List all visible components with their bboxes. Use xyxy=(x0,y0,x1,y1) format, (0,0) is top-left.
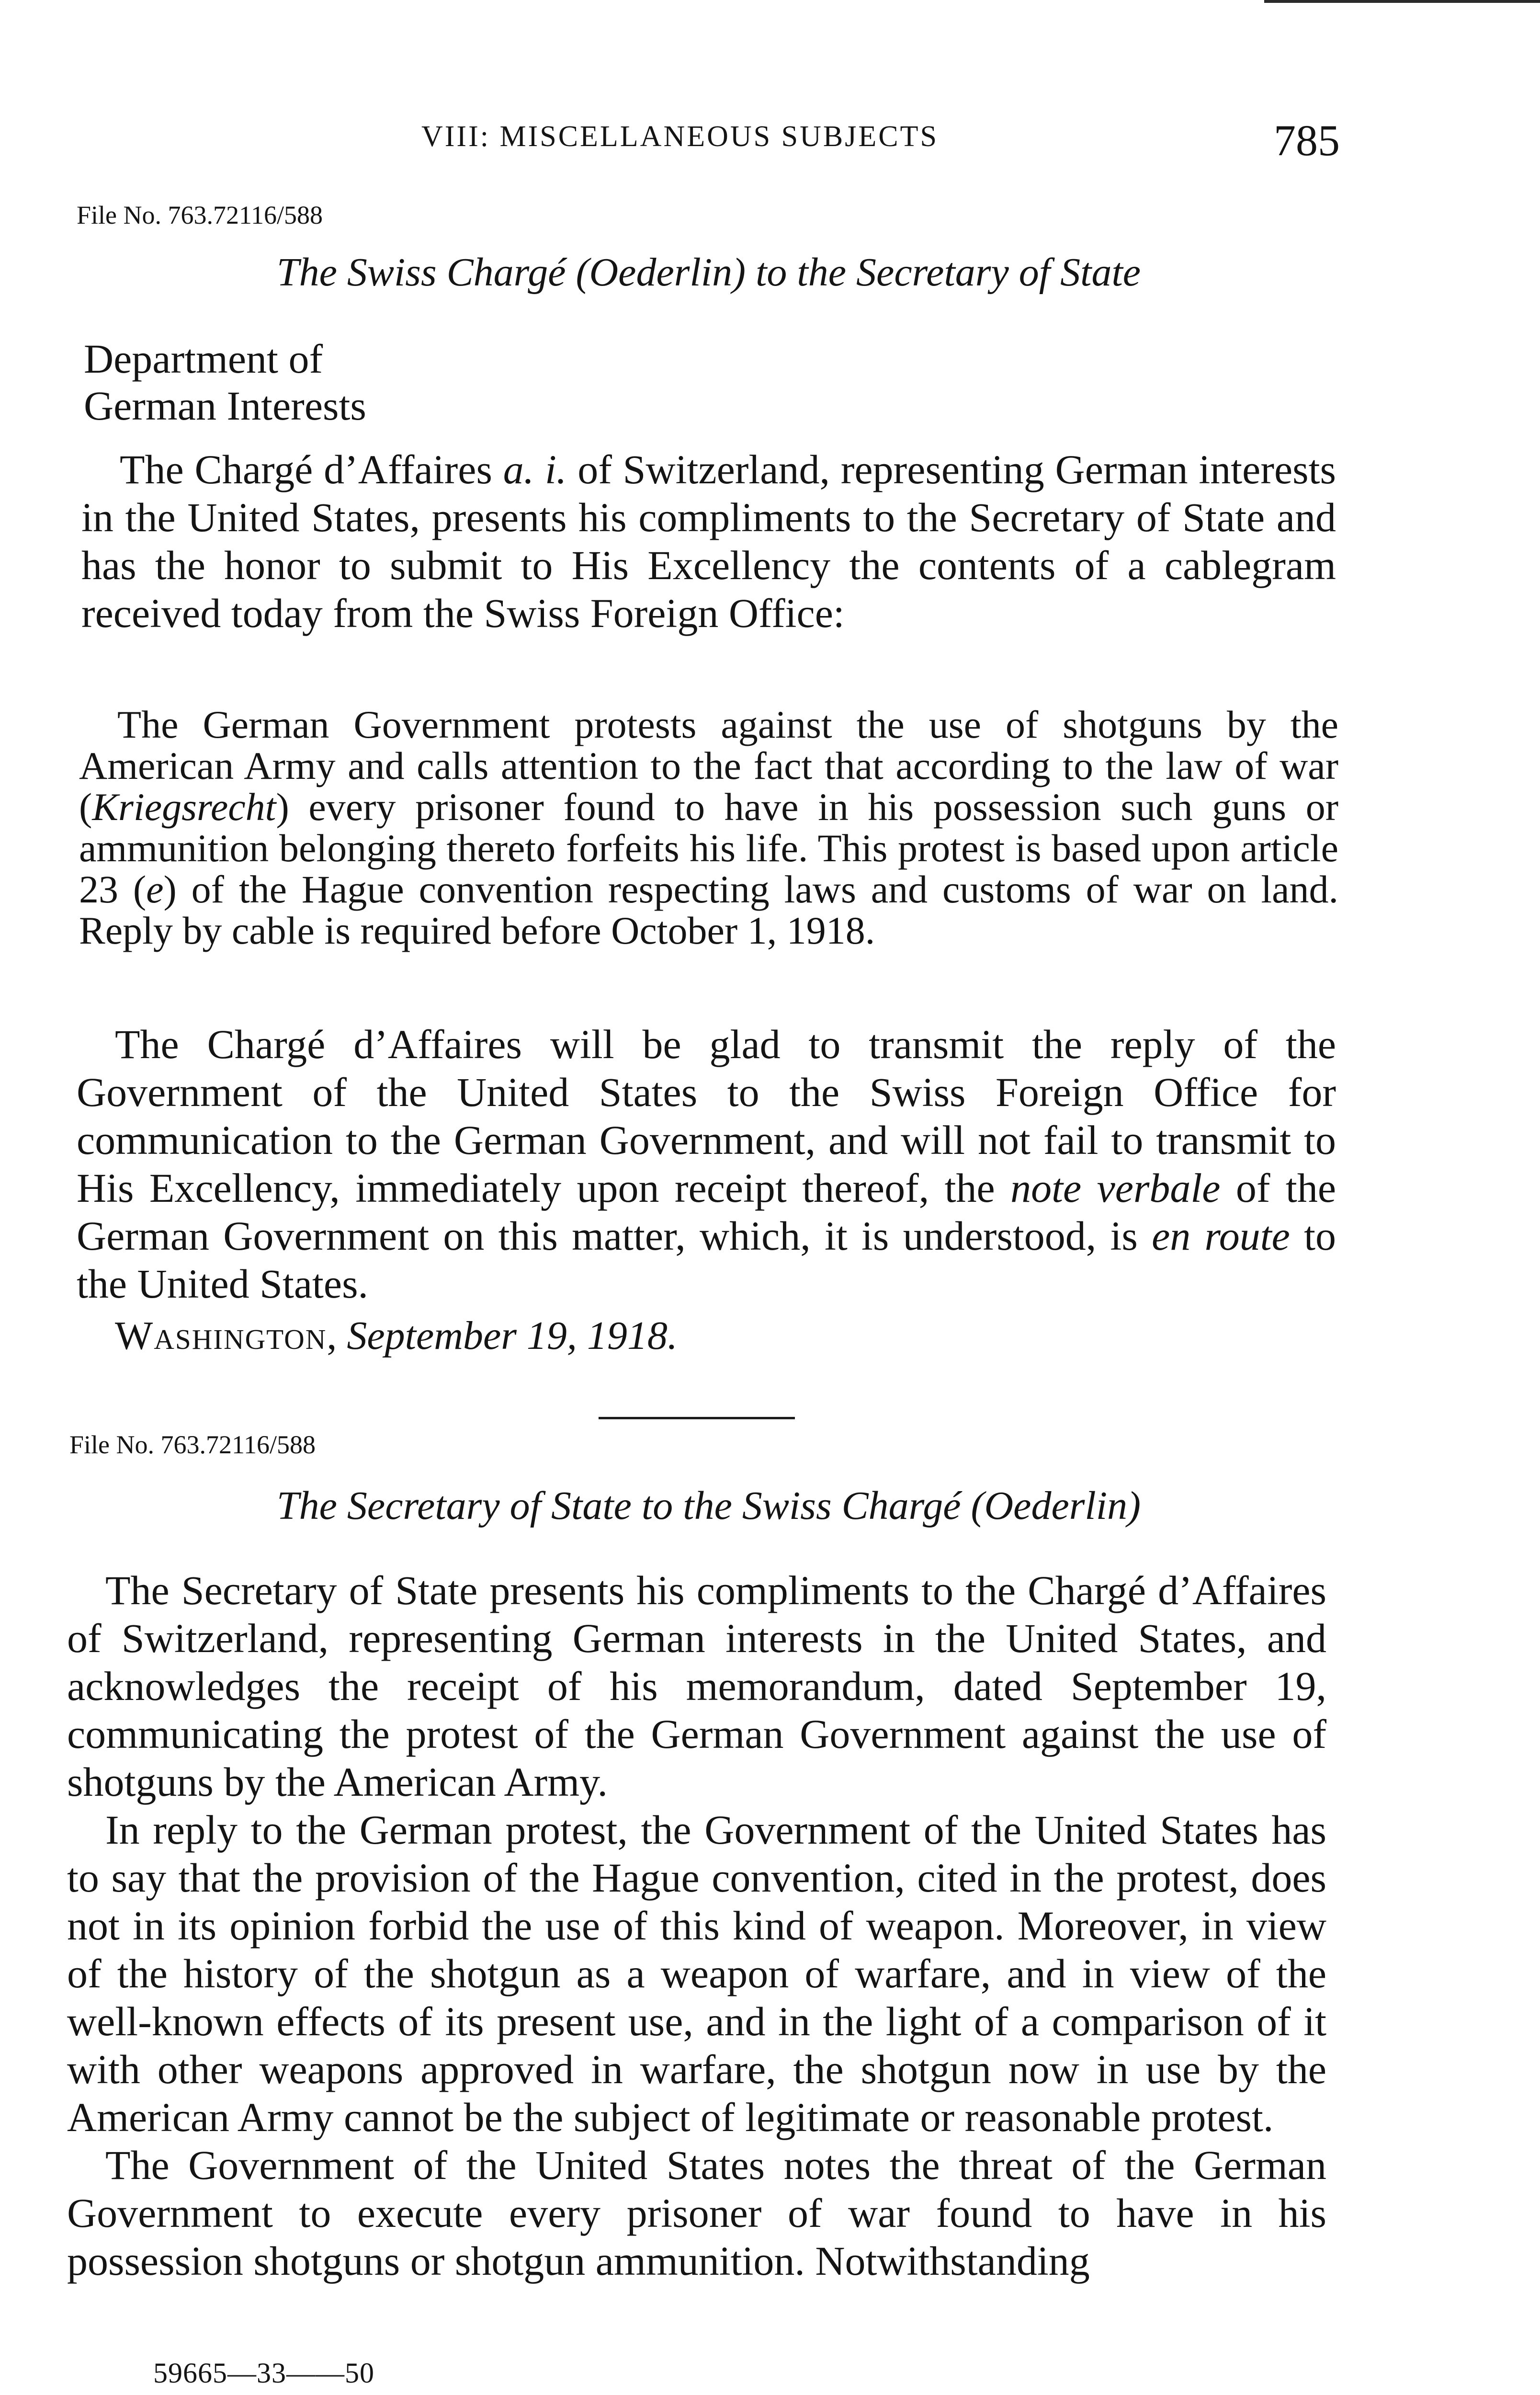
section-divider xyxy=(599,1417,795,1419)
doc1-file-number: File No. 763.72116/588 xyxy=(77,201,323,229)
doc2-paragraph-3: The Government of the United States notes the threat of the German Government to execute every prisoner of war found to have in his possession shotguns or shotgun ammunition. Notwithstanding xyxy=(67,2142,1326,2284)
doc1-quote-kriegsrecht: Kriegsrecht xyxy=(92,785,276,829)
page-number: 785 xyxy=(1274,116,1340,165)
doc1-department-line1: Department of xyxy=(84,336,323,382)
doc2-title-part-a: The Secretary of State to the Swiss Chargé ( xyxy=(276,1483,985,1528)
doc1-paragraph-1 xyxy=(81,445,1336,637)
doc1-department xyxy=(84,335,1338,429)
doc1-quote-text-c: ) of the Hague convention respecting laws and customs of war on land. Reply by cable is required before October 1, 1918. xyxy=(79,867,1338,952)
doc1-dateline-date: September 19, 1918. xyxy=(347,1313,678,1358)
running-head: VIII: MISCELLANEOUS SUBJECTS xyxy=(421,120,939,153)
doc1-title-part-a: The Swiss Chargé ( xyxy=(276,250,589,295)
doc2-title-name: Oederlin xyxy=(984,1483,1128,1528)
doc1-paragraph-2 xyxy=(77,1020,1336,1308)
scan-edge-line xyxy=(1264,0,1540,3)
doc2-file-number: File No. 763.72116/588 xyxy=(69,1430,316,1459)
doc1-p2-en-route: en route xyxy=(1152,1213,1290,1259)
doc1-dateline-separator: , xyxy=(327,1313,347,1358)
doc2-title xyxy=(81,1483,1336,1529)
doc1-p2-text-c: to the United States. xyxy=(77,1213,1336,1307)
doc1-p2-text-b: of the German Government on this matter, which, it is understood, is xyxy=(77,1165,1336,1259)
doc2-body xyxy=(67,1566,1326,2285)
doc1-quote-text-b: ) every prisoner found to have in his possession such guns or ammunition belonging thereto forfeits his life. This protest is based upon article 23 ( xyxy=(79,785,1338,911)
doc2-paragraph-2: In reply to the German protest, the Government of the United States has to say that the provision of the Hague convention, cited in the protest, does not in its opinion forbid the use of this kind of weapon. Moreover, in view of the history of the shotgun as a weapon of warfare, and in view of the well-known effects of its present use, and in the light of a comparison of it with other weapons approved in warfare, the shotgun now in use by the American Army cannot be the subject of legitimate or reasonable protest. xyxy=(67,1807,1326,2140)
doc1-dateline xyxy=(115,1312,1370,1359)
doc1-p1-text-b: of Switzerland, representing German interests in the United States, presents his compliments to the Secretary of State and has the honor to submit to His Excellency the contents of a cablegram received today from the Swiss Foreign Office: xyxy=(81,446,1336,636)
doc1-paragraph-1-text xyxy=(81,445,1336,637)
doc1-quote-text-a: The German Government protests against the use of shotguns by the American Army and calls attention to the fact that according to the law of war ( xyxy=(79,703,1338,829)
print-code: 59665—33——50 xyxy=(153,2357,374,2389)
doc1-p1-ad-interim: a. i. xyxy=(503,446,567,492)
doc1-department-line2: German Interests xyxy=(84,383,366,429)
doc1-quote-article-letter: e xyxy=(146,867,164,911)
doc1-quoted-cablegram xyxy=(79,704,1338,951)
doc1-paragraph-2-text xyxy=(77,1020,1336,1308)
doc1-title xyxy=(81,249,1336,296)
doc2-title-part-c: ) xyxy=(1127,1483,1141,1528)
doc2-paragraph-1: The Secretary of State presents his compliments to the Chargé d’Affaires of Switzerland, representing German interests in the United States, and acknowledges the receipt of his memorandum, dated September 19, communicating the protest of the German Government against the use of shotguns by the American Army. xyxy=(67,1567,1326,1805)
doc1-title-name: Oederlin xyxy=(589,250,733,295)
doc1-quote-text xyxy=(79,704,1338,951)
doc1-p2-note-verbale: note verbale xyxy=(1010,1165,1221,1211)
doc1-title-part-c: ) to the Secretary of State xyxy=(732,250,1141,295)
doc1-p1-text-a: The Chargé d’Affaires xyxy=(120,446,503,492)
doc1-p2-text-a: The Chargé d’Affaires will be glad to transmit the reply of the Government of the United States to the Swiss Foreign Office for communication to the German Government, and will not fail to transmit to His Excellency, immediately upon receipt thereof, the xyxy=(77,1021,1336,1211)
doc1-dateline-place: Washington xyxy=(115,1313,327,1358)
